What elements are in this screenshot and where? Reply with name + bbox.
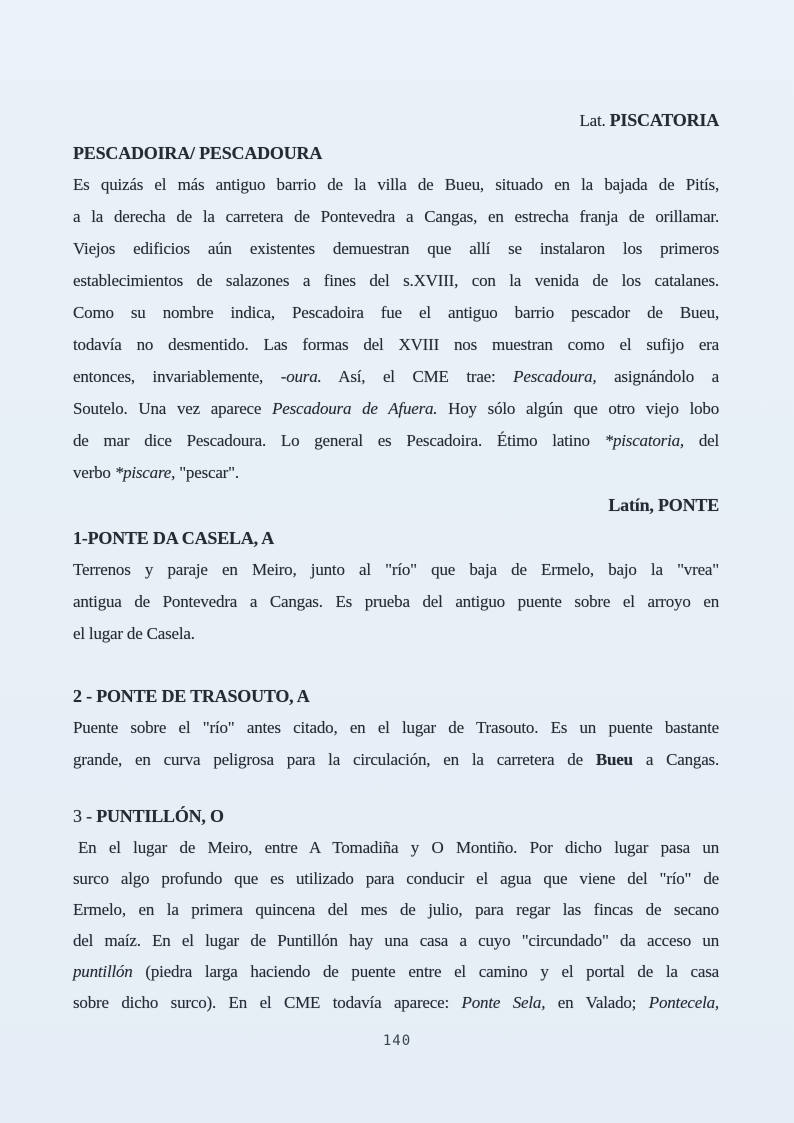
- text-segment: asignándolo a: [596, 367, 719, 386]
- text-line: [73, 201, 719, 233]
- text-line: [73, 361, 719, 393]
- text-segment: antigua de Pontevedra a Cangas. Es prueba del antiguo puente sobre el arroyo en: [73, 592, 719, 611]
- text-line: [73, 987, 719, 1018]
- text-segment: -oura.: [280, 367, 322, 386]
- text-segment: Terrenos y paraje en Meiro, junto al "río" que baja de Ermelo, bajo la "vrea": [73, 560, 719, 579]
- text-segment: Ponte Sela,: [461, 993, 546, 1012]
- text-segment: surco algo profundo que es utilizado para conducir el agua que viene del "río" de: [73, 869, 719, 888]
- text-segment: a la derecha de la carretera de Pontevedra a Cangas, en estrecha franja de orillamar.: [73, 207, 719, 226]
- text-line: [73, 233, 719, 265]
- page-number: 140: [382, 1033, 412, 1049]
- entry-title-pescadoira: [73, 137, 719, 169]
- text-segment: Pescadoura,: [513, 367, 597, 386]
- text-segment: Hoy sólo algún que otro viejo lobo: [437, 399, 719, 418]
- text-segment: Así, el CME trae:: [321, 367, 514, 386]
- text-segment: a Cangas.: [632, 750, 720, 769]
- text-segment: verbo: [73, 463, 115, 482]
- text-segment: "pescar".: [175, 463, 239, 482]
- text-line: [73, 680, 719, 712]
- text-line: [73, 712, 719, 744]
- text-segment: 2 - PONTE DE TRASOUTO, A: [73, 686, 310, 706]
- text-segment: *piscare,: [114, 463, 176, 482]
- text-segment: puntillón: [73, 962, 133, 981]
- text-line: [73, 297, 719, 329]
- etymon-label-piscatoria: [73, 104, 719, 137]
- text-segment: establecimientos de salazones a fines del s.XVIII, con la venida de los catalanes.: [73, 271, 719, 290]
- text-line: [73, 554, 719, 586]
- entry-title-ponte-de-trasouto: [73, 680, 719, 712]
- entry-body-ponte-de-trasouto: [73, 712, 719, 776]
- text-segment: Es quizás el más antiguo barrio de la villa de Bueu, situado en la bajada de Pitís,: [73, 175, 719, 194]
- text-segment: Latín, PONTE: [608, 495, 719, 515]
- text-line: [73, 956, 719, 987]
- entry-body-puntillon: [73, 832, 719, 1018]
- text-segment: Viejos edificios aún existentes demuestran que allí se instalaron los primeros: [73, 239, 719, 258]
- text-segment: grande, en curva peligrosa para la circulación, en la carretera de: [73, 750, 596, 769]
- text-segment: Ermelo, en la primera quincena del mes de julio, para regar las fincas de secano: [73, 900, 719, 919]
- text-segment: Lat.: [579, 111, 610, 130]
- text-segment: del maíz. En el lugar de Puntillón hay una casa a cuyo "circundado" da acceso un: [73, 931, 719, 950]
- text-line: [73, 586, 719, 618]
- text-line: [73, 894, 719, 925]
- entry-body-pescadoira: [73, 169, 719, 489]
- text-line: [73, 393, 719, 425]
- text-line: [73, 457, 719, 489]
- text-segment: PESCADOIRA/ PESCADOURA: [73, 143, 323, 163]
- text-line: [73, 832, 719, 863]
- text-segment: PISCATORIA: [609, 110, 719, 130]
- text-segment: Soutelo. Una vez aparece: [73, 399, 273, 418]
- entry-body-ponte-da-casela: [73, 554, 719, 650]
- entry-title-puntillon: [73, 800, 719, 832]
- etymon-label-ponte: [73, 489, 719, 522]
- text-segment: Pontecela,: [648, 993, 719, 1012]
- text-line: [73, 425, 719, 457]
- text-segment: Como su nombre indica, Pescadoira fue el antiguo barrio pescador de Bueu,: [73, 303, 719, 322]
- text-line: [73, 489, 719, 522]
- text-segment: de mar dice Pescadoura. Lo general es Pescadoira. Étimo latino: [73, 431, 605, 450]
- text-line: [73, 925, 719, 956]
- text-segment: en Valado;: [545, 993, 649, 1012]
- text-line: [73, 744, 719, 776]
- text-segment: 3 -: [73, 806, 97, 826]
- text-segment: entonces, invariablemente,: [73, 367, 281, 386]
- text-segment: del: [683, 431, 719, 450]
- text-segment: En el lugar de Meiro, entre A Tomadiña y O Montiño. Por dicho lugar pasa un: [78, 838, 719, 857]
- text-segment: PUNTILLÓN, O: [96, 806, 224, 826]
- entry-title-ponte-da-casela: [73, 522, 719, 554]
- text-segment: Pescadoura de Afuera.: [272, 399, 438, 418]
- text-segment: *piscatoria,: [604, 431, 684, 450]
- text-segment: (piedra larga haciendo de puente entre el camino y el portal de la casa: [132, 962, 719, 981]
- text-line: [73, 863, 719, 894]
- text-line: [73, 800, 719, 832]
- text-line: [73, 522, 719, 554]
- text-line: [73, 265, 719, 297]
- text-segment: 1-PONTE DA CASELA, A: [73, 528, 275, 548]
- text-line: [73, 618, 719, 650]
- text-line: [73, 137, 719, 169]
- text-segment: Puente sobre el "río" antes citado, en el lugar de Trasouto. Es un puente bastante: [73, 718, 719, 737]
- text-segment: sobre dicho surco). En el CME todavía aparece:: [73, 993, 462, 1012]
- text-segment: todavía no desmentido. Las formas del XVIII nos muestran como el sufijo era: [73, 335, 719, 354]
- text-segment: Bueu: [595, 750, 633, 769]
- text-segment: el lugar de Casela.: [73, 624, 195, 643]
- text-line: [73, 169, 719, 201]
- text-line: [73, 329, 719, 361]
- text-line: [73, 104, 719, 137]
